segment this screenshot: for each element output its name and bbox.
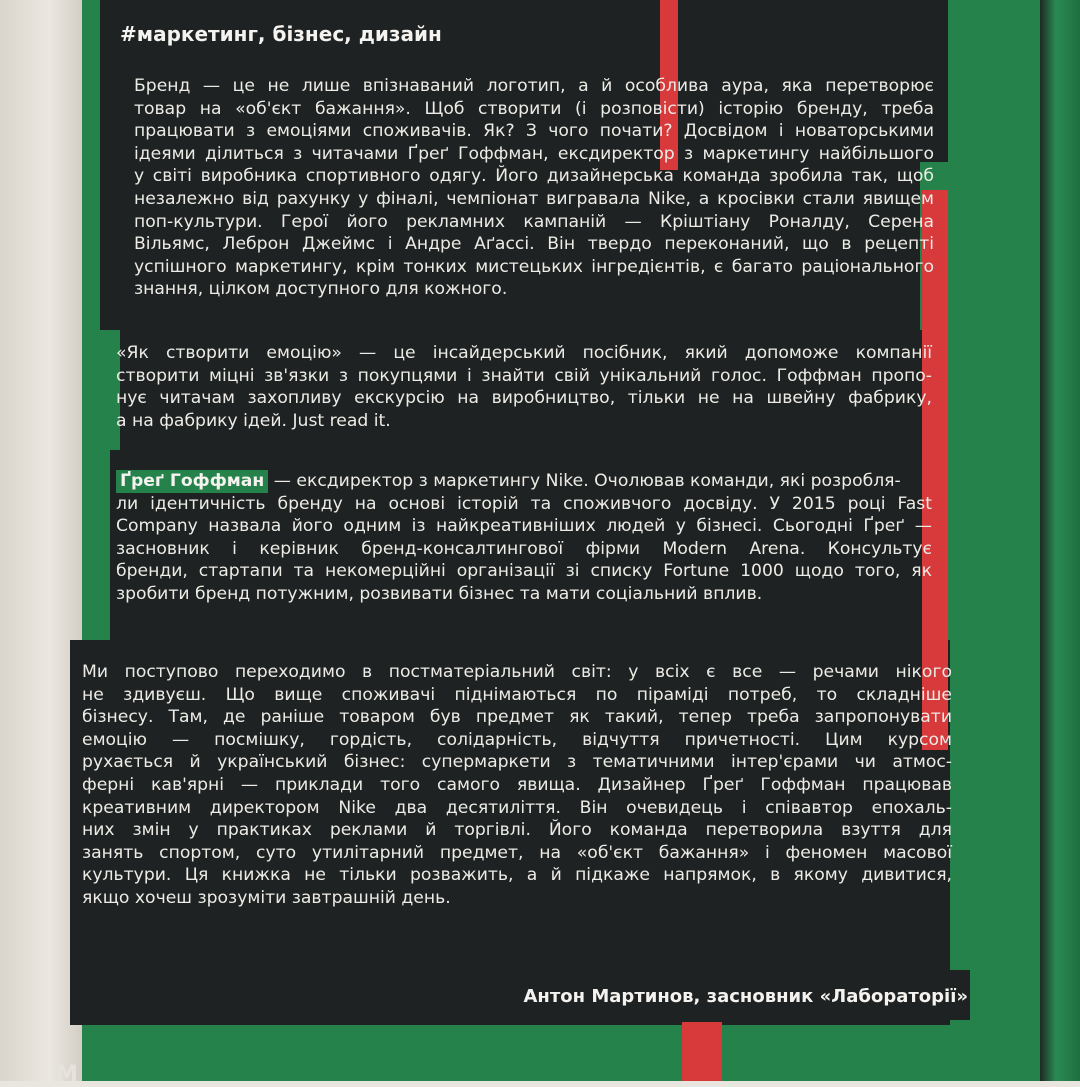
intro-line: незалежно від рахунку у фіналі, чемпіонат вигравала Nike, а кросівки стали явищем bbox=[134, 188, 934, 209]
corner-logo-letter: М bbox=[56, 1062, 78, 1087]
bio-line: Company назвала його одним із найкреативніших людей у бізнесі. Сьогодні Ґреґ — bbox=[116, 516, 932, 537]
review-line: них змін у практиках реклами й торгівлі. Його команда перетворила взуття для bbox=[82, 820, 952, 841]
review-line: занять спортом, суто утилітарний предмет, на «об'єкт бажання» і феномен масової bbox=[82, 842, 952, 863]
quote-line: нує читачам захопливу екскурсію на виробництво, тільки не на швейну фабрику, bbox=[116, 388, 932, 409]
bio-line: засновник і керівник бренд-консалтингової фірми Modern Arena. Консультує bbox=[116, 538, 932, 559]
bio-line: ли ідентичність бренду на основі історій та споживчого досвіду. У 2015 році Fast bbox=[116, 493, 932, 514]
intro-line: у світі виробника спортивного одягу. Його дизайнерська команда зробила так, щоб bbox=[134, 166, 934, 187]
intro-line: товар на «об'єкт бажання». Щоб створити (і розповісти) історію бренду, треба bbox=[134, 98, 934, 119]
quote-paragraph bbox=[116, 342, 932, 432]
review-signature: Антон Мартинов, засновник «Лабораторії» bbox=[523, 986, 968, 1007]
book-spine-edge bbox=[1040, 0, 1080, 1081]
intro-line: поп-культури. Герої його рекламних кампаній — Кріштіану Роналду, Серена bbox=[134, 211, 934, 232]
review-paragraph bbox=[82, 661, 952, 910]
intro-line: успішного маркетингу, крім тонких мистецьких інгредієнтів, є багато раціонального bbox=[134, 256, 934, 277]
author-bio bbox=[116, 470, 932, 606]
intro-line: знання, цілком доступного для кожного. bbox=[134, 279, 508, 300]
intro-line: працювати з емоціями споживачів. Як? З чого почати? Досвідом і новаторськими bbox=[134, 121, 934, 142]
bio-line: бренди, стартапи та некомерційні організації зі списку Fortune 1000 щодо того, як bbox=[116, 561, 932, 582]
review-line: ферні кав'ярні — приклади того самого явища. Дизайнер Ґреґ Гоффман працював bbox=[82, 774, 952, 795]
review-line: не здивуєш. Що вище споживачі піднімаються по піраміді потреб, то складніше bbox=[82, 684, 952, 705]
intro-line: ідеями ділиться з читачами Ґреґ Гоффман, ексдиректор з маркетингу найбільшого bbox=[134, 143, 934, 164]
review-line: культури. Ця книжка не тільки розважить, а й підкаже напрямок, в якому дивитися, bbox=[82, 865, 952, 886]
hashtags: #маркетинг, бізнес, дизайн bbox=[120, 22, 442, 46]
red-block-bottom bbox=[682, 1022, 722, 1081]
author-name-highlight: Ґреґ Гоффман bbox=[116, 470, 268, 493]
intro-paragraph bbox=[134, 75, 934, 301]
review-line: креативним директором Nike два десятиліття. Він очевидець і співавтор епохаль- bbox=[82, 797, 952, 818]
quote-line: «Як створити емоцію» — це інсайдерський посібник, який допоможе компанії bbox=[116, 343, 932, 363]
review-line: Ми поступово переходимо в постматеріальний світ: у всіх є все — речами нікого bbox=[82, 662, 952, 682]
quote-line: створити міцні зв'язки з покупцями і знайти свій унікальний голос. Гоффман пропо- bbox=[116, 365, 932, 386]
intro-line: Бренд — це не лише впізнаваний логотип, а й особлива аура, яка перетворює bbox=[134, 76, 934, 96]
intro-line: Вільямс, Леброн Джеймс і Андре Аґассі. Він твердо переконаний, що в рецепті bbox=[134, 234, 934, 255]
review-line: емоцію — посмішку, гордість, солідарність, відчуття причетності. Цим курсом bbox=[82, 729, 952, 750]
review-line: рухається й український бізнес: супермаркети з тематичними інтер'єрами чи атмос- bbox=[82, 752, 952, 773]
review-line: бізнесу. Там, де раніше товаром був предмет як такий, тепер треба запропонувати bbox=[82, 707, 952, 728]
bio-line: зробити бренд потужним, розвивати бізнес та мати соціальний вплив. bbox=[116, 583, 763, 604]
quote-line: а на фабрику ідей. Just read it. bbox=[116, 410, 391, 431]
review-line: якщо хочеш зрозуміти завтрашній день. bbox=[82, 887, 451, 908]
author-bio-first-line: — ексдиректор з маркетингу Nike. Очолював команди, які розробля- bbox=[268, 471, 901, 491]
